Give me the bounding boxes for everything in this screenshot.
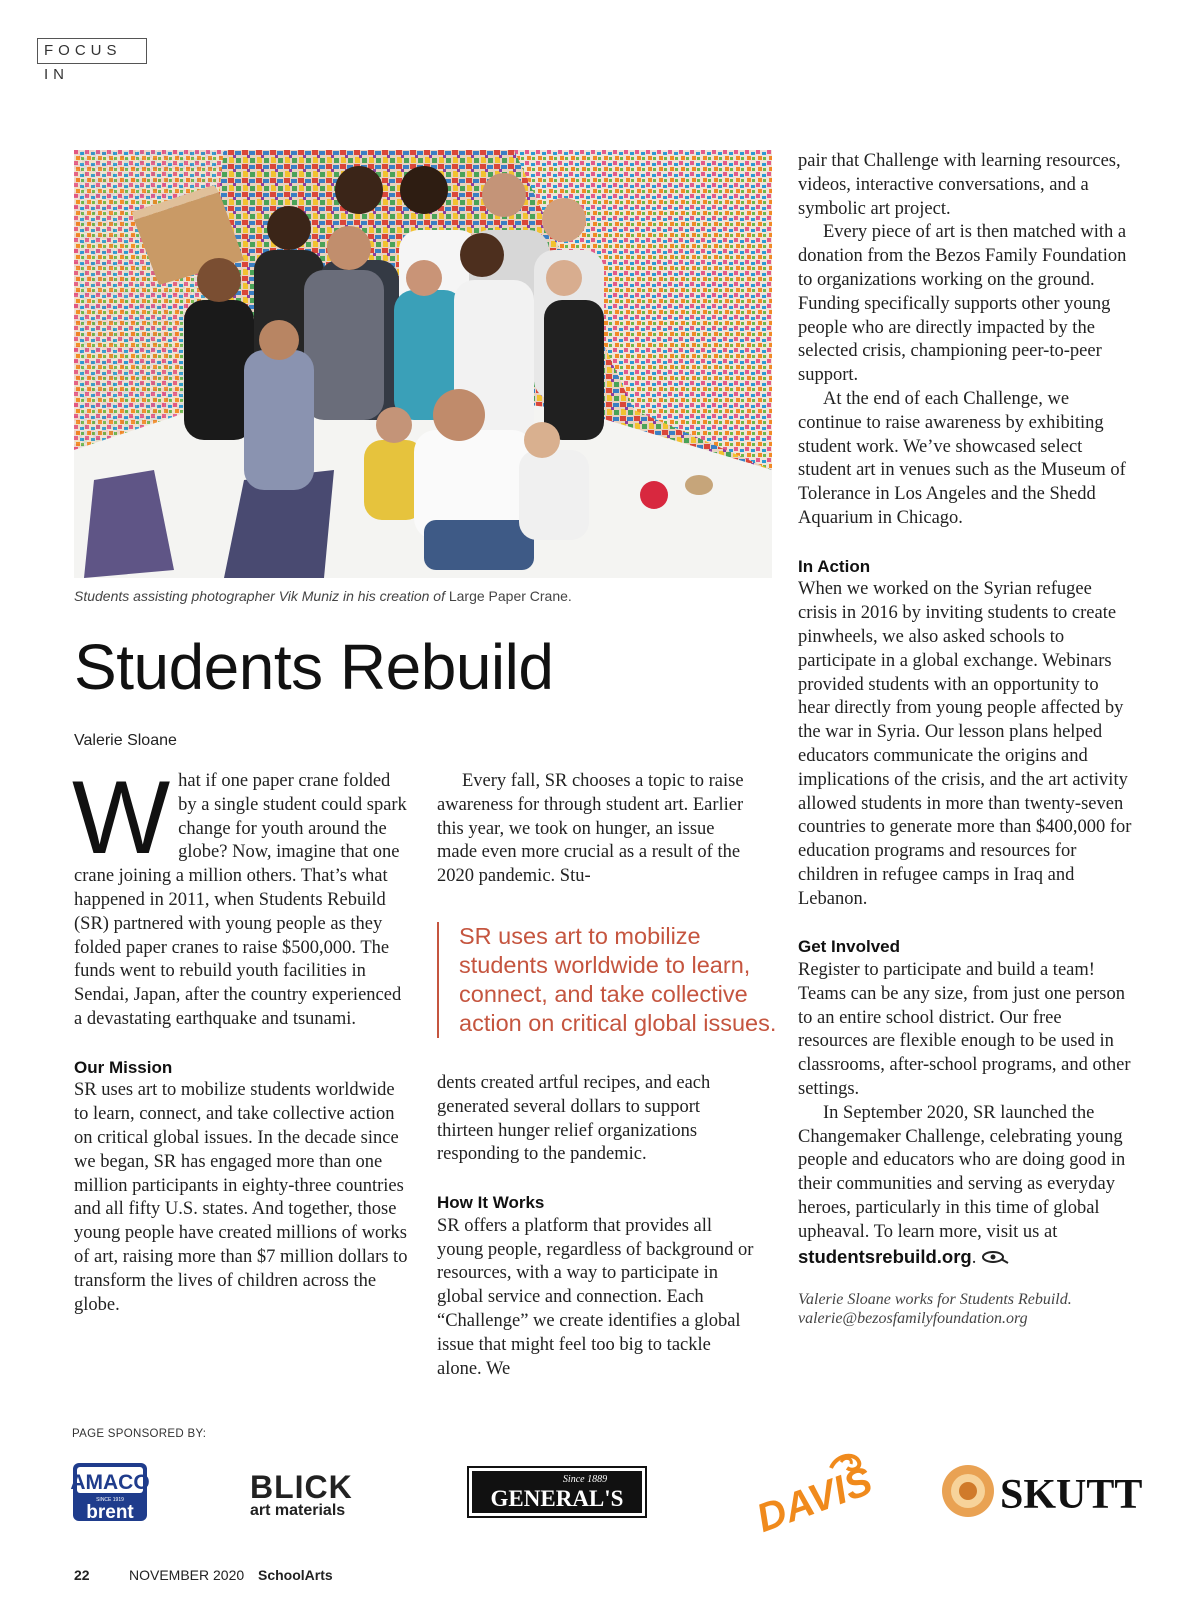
exhibition-paragraph: At the end of each Challenge, we continue to raise awareness by exhibiting student work. We’ve showcased select student art in venues such as the Museum of Tolerance in Los Angeles and the Shedd Aquarium in Chicago.: [798, 388, 1126, 528]
davis-logo: [745, 1448, 879, 1541]
mission-paragraph: SR uses art to mobilize students worldwide to learn, connect, and take collective action on critical global issues. In the decade since we began, SR has engaged more than one million participants in eighty-three countries and all fifty U.S. states. And together, those young people have created millions of works of art, raising more than $7 million dollars to transform the lives of children across the globe.: [74, 1080, 408, 1315]
get-involved-paragraph: Register to participate and build a team! Teams can be any size, from just one person to an entire school district. Our free resources are flexible enough to be used in classrooms, after-school programs, and other settings.: [798, 960, 1131, 1100]
heading-in-action: In Action: [798, 556, 871, 576]
bio-line: Valerie Sloane works for Students Rebuild.: [798, 1291, 1072, 1309]
changemaker-text: In September 2020, SR launched the Changemaker Challenge, celebrating young people and educators who are doing good in their communities and serving as everyday heroes, particularly in this time of global upheaval. To learn more, visit us at: [798, 1102, 1126, 1242]
footer-issue-date: NOVEMBER 2020: [129, 1567, 245, 1583]
blick-name: BLICK: [250, 1469, 353, 1505]
article-column-2: [437, 770, 757, 889]
caption-work-title: Large Paper Crane.: [448, 588, 572, 604]
topic-paragraph: Every fall, SR chooses a topic to raise awareness for through student art. Earlier this year, we took on hunger, an issue made even more crucial as a result of the 2020 pandemic. Stu-: [437, 771, 744, 887]
blick-tagline: art materials: [250, 1502, 346, 1519]
drop-cap: W: [72, 760, 171, 876]
author-email[interactable]: valerie@bezosfamilyfoundation.org: [798, 1310, 1028, 1328]
donation-paragraph: Every piece of art is then matched with a donation from the Bezos Family Foundation to organizations working on the ground. Funding specifically supports other young people who are directly impacted by the selected crisis, championing peer-to-peer support.: [798, 222, 1127, 386]
brent-text: brent: [86, 1502, 134, 1523]
photo-caption: [74, 588, 572, 604]
heading-how-it-works: How It Works: [437, 1192, 545, 1212]
article-column-1: [72, 760, 409, 1317]
article-photo: [74, 150, 772, 578]
generals-name: GENERAL'S: [490, 1486, 624, 1511]
challenge-paragraph: pair that Challenge with learning resources, videos, interactive conversations, and a symbolic art project.: [798, 151, 1121, 219]
amaco-text: AMACO: [70, 1471, 150, 1494]
amaco-since-text: SINCE 1919: [96, 1497, 124, 1503]
in-action-paragraph: When we worked on the Syrian refugee crisis in 2016 by inviting students to create pinwheels, we also asked schools to participate in a global exchange. Webinars provided students with an opportunity to hear directly from young people affected by the war in Syria. Our lesson plans helped educators communicate the origins and implications of the crisis, and the art activity allowed students in more than twenty-seven countries to generate more than $400,000 for education programs and resources for children in refugee camps in Iraq and Lebanon.: [798, 579, 1132, 909]
website-link[interactable]: studentsrebuild.org: [798, 1245, 972, 1267]
amaco-brent-logo: [72, 1462, 148, 1527]
article-column-3: [798, 150, 1133, 1328]
heading-our-mission: Our Mission: [74, 1057, 173, 1077]
how-it-works-paragraph: SR offers a platform that provides all young people, regardless of background or resources, with a way to participate in global service and connection. Each “Challenge” we create identifies a global issue that might feel too big to tackle alone. We: [437, 1215, 754, 1379]
author-bio: [798, 1290, 1133, 1328]
pull-quote: SR uses art to mobilize students worldwide to learn, connect, and take collective action on critical global issues.: [437, 922, 779, 1038]
footer-magazine-name: SchoolArts: [258, 1567, 333, 1583]
blick-logo: [250, 1469, 353, 1520]
author-byline: Valerie Sloane: [74, 732, 177, 749]
skutt-text: SKUTT: [1000, 1472, 1143, 1518]
end-mark-icon: [981, 1250, 1009, 1264]
generals-logo: [467, 1466, 647, 1523]
article-title: Students Rebuild: [74, 631, 554, 703]
article-column-2-continued: [437, 1072, 757, 1381]
heading-get-involved: Get Involved: [798, 937, 901, 957]
sun-emblem-icon: [942, 1465, 994, 1517]
generals-since: Since 1889: [562, 1474, 608, 1485]
sponsor-label: PAGE SPONSORED BY:: [72, 1428, 207, 1440]
topic-paragraph-continued: dents created artful recipes, and each generated several dollars to support thirteen hunger relief organizations responding to the pandemic.: [437, 1073, 711, 1165]
caption-text: Students assisting photographer Vik Muniz in his creation of: [74, 588, 445, 604]
intro-text: hat if one paper crane folded by a single student could spark change for youth around the globe? Now, imagine that one crane joining a million others. That’s what happened in 2011, when Students Rebuild (SR) partnered with young people as they folded paper cranes to raise $500,000. The funds went to rebuild youth facilities in Sendai, Japan, after the country experienced a devastating earthquake and tsunami.: [74, 771, 407, 1029]
photo-students-paper-cranes: [74, 150, 772, 578]
intro-paragraph: [72, 760, 409, 1032]
footer-page-number: 22: [74, 1567, 90, 1583]
davis-text: DAVIS: [750, 1458, 879, 1541]
section-tag: FOCUS IN: [37, 38, 147, 64]
skutt-logo: [940, 1462, 1145, 1525]
changemaker-paragraph: In September 2020, SR launched the Changemaker Challenge, celebrating young people and educators who are doing good in their communities and serving as everyday heroes, particularly in this time of global upheaval. To learn more, visit us at studentsrebuild.org.: [798, 1102, 1126, 1268]
